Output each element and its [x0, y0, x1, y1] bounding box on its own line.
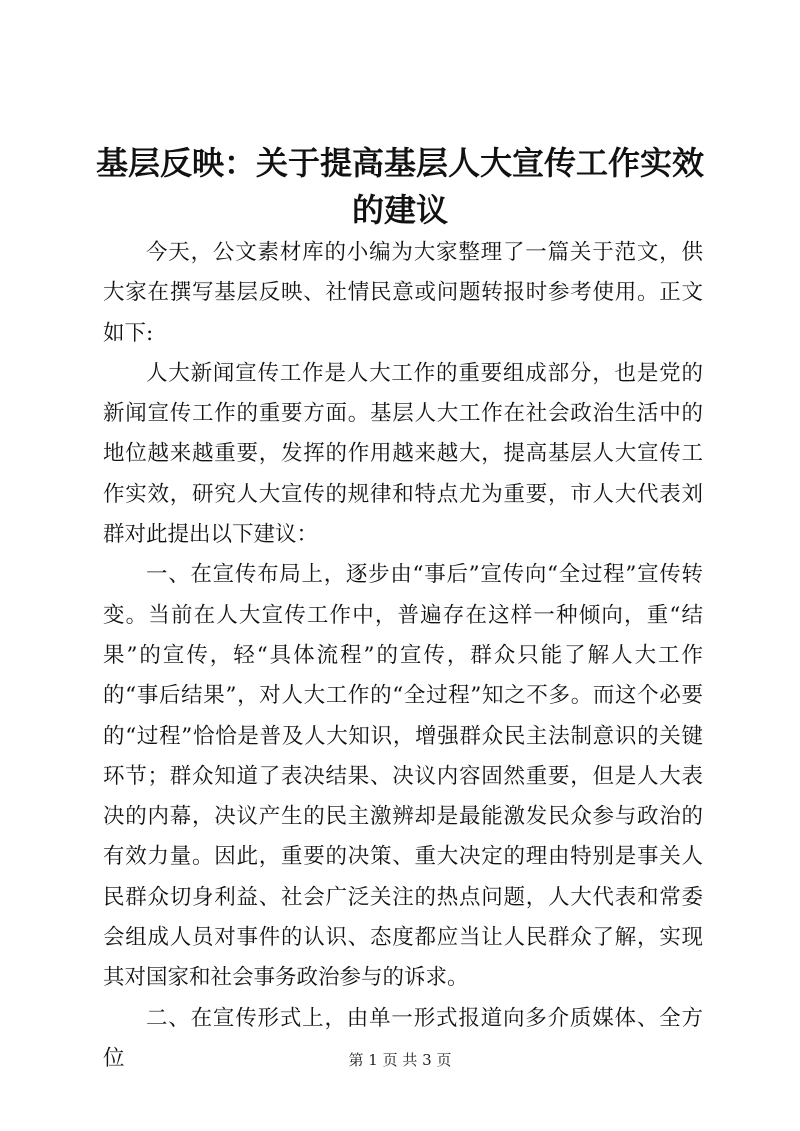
page-number-footer: 第 1 页 共 3 页	[348, 1051, 452, 1069]
document-body	[103, 233, 703, 1079]
paragraph-background: 人大新闻宣传工作是人大工作的重要组成部分，也是党的新闻宣传工作的重要方面。基层人大工作在社会政治生活中的地位越来越重要，发挥的作用越来越大，提高基层人大宣传工作实效，研究人大宣传的规律和特点尤为重要，市人大代表刘群对此提出以下建议：	[103, 360, 703, 548]
document-title: 基层反映：关于提高基层人大宣传工作实效的建议	[96, 144, 705, 229]
paragraph-suggestion-2: 二、在宣传形式上，由单一形式报道向多介质媒体、全方位	[103, 1005, 703, 1071]
paragraph-intro: 今天，公文素材库的小编为大家整理了一篇关于范文，供大家在撰写基层反映、社情民意或问题转报时参考使用。正文如下:	[103, 240, 703, 346]
paragraph-suggestion-1: 一、在宣传布局上，逐步由“事后”宣传向“全过程”宣传转变。当前在人大宣传工作中，普遍存在这样一种倾向，重“结果”的宣传，轻“具体流程”的宣传，群众只能了解人大工作的“事后结果”，对人大工作的“全过程”知之不多。而这个必要的“过程”恰恰是普及人大知识，增强群众民主法制意识的关键环节；群众知道了表决结果、决议内容固然重要，但是人大表决的内幕，决议产生的民主激辨却是最能激发民众参与政治的有效力量。因此，重要的决策、重大决定的理由特别是事关人民群众切身利益、社会广泛关注的热点问题，人大代表和常委会组成人员对事件的认识、态度都应当让人民群众了解，实现其对国家和社会事务政治参与的诉求。	[103, 562, 703, 991]
